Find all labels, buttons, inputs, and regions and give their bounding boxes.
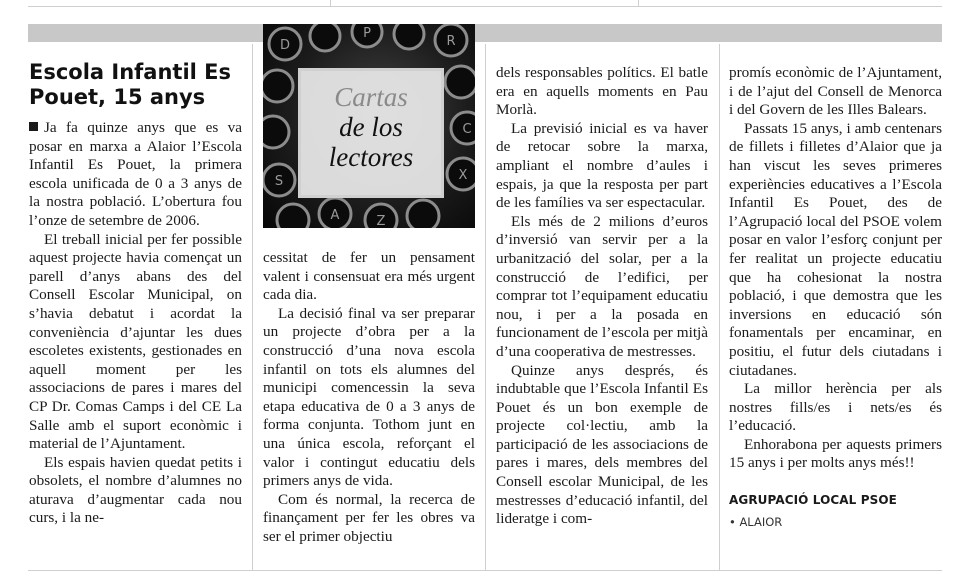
paragraph: Passats 15 anys, i amb centenars de fillets i filletes d’Alaior que ja han viscut les seves primeres experiències educatives a l’Escola Infantil Es Pouet, des de l’Agrupació local del PSOE volem posar en valor l’esforç conjunt per fer realitat un projecte educatiu que ha cohesionat la nostra població, i que demostra que les inversions en educació són fonamentals per encaminar, en positiu, el futur dels ciutadans i ciutadanes.	[729, 119, 942, 379]
text-column-1	[29, 119, 242, 528]
section-badge	[298, 68, 444, 198]
svg-text:A: A	[330, 208, 340, 223]
section-band	[28, 24, 942, 42]
paragraph: El treball inicial per fer possible aquest projecte havia començat un parell d’anys abans des del Consell Escolar Municipal, on s’havia debatut i acordat la conveniència d’ajuntar les dues escoletes existents, gestionades en aquell moment per les associacions de pares i mares del CP Dr. Comas Camps i del CE La Salle amb el suport econòmic i material de l’Ajuntament.	[29, 230, 242, 453]
top-divider	[638, 0, 639, 6]
column-rule	[485, 44, 486, 570]
badge-line-1: Cartas	[334, 82, 408, 112]
paragraph: La millor herència per als nostres fills/es i nets/es és l’educació.	[729, 380, 942, 435]
paragraph: Els més de 2 milions d’euros d’inversió van servir per a la urbanització del solar, per a la construcció de l’edifici, per comprar tot l’equipament educatiu nou, i per a la posada en funcionament de l’escola per mitjà d’una cooperativa de mestresses.	[496, 212, 708, 360]
paragraph: Els espais havien quedat petits i obsolets, el nombre d’alumnes no aturava d’augmentar cada nou curs, i la ne-	[29, 453, 242, 527]
paragraph: La decisió final va ser preparar un projecte d’obra per a la construcció d’una nova escola infantil on tots els alumnes del municipi comencessin la seva etapa educativa de 0 a 3 anys de forma conjunta. Tothom junt en una única escola, reforçant el valor i contingut educatiu dels primers anys de vida.	[263, 304, 475, 490]
author-location: • ALAIOR	[729, 514, 783, 529]
article-headline: Escola Infantil Es Pouet, 15 anys	[29, 60, 232, 109]
svg-text:P: P	[363, 26, 371, 41]
paragraph: Com és normal, la recerca de finançament per fer les obres va ser el primer objectiu	[263, 490, 475, 545]
paragraph: Quinze anys després, és indubtable que l’Escola Infantil Es Pouet és un bon exemple de projecte col·lectiu, amb la participació de les associacions de pares i mares, dels membres del Consell escolar Municipal, de les mestresses d’educació infantil, del lideratge i com-	[496, 361, 708, 528]
text-column-3	[496, 64, 708, 529]
paragraph: Enhorabona per aquests primers 15 anys i per molts anys més!!	[729, 435, 942, 472]
paragraph: cessitat de fer un pensament valent i consensuat era més urgent cada dia.	[263, 249, 475, 304]
section-photo	[263, 24, 475, 228]
text-column-4	[729, 64, 942, 531]
svg-text:D: D	[279, 38, 291, 53]
svg-text:Z: Z	[376, 214, 386, 228]
badge-line-3: lectores	[328, 142, 414, 172]
top-border	[28, 0, 942, 7]
column-rule	[252, 44, 253, 570]
badge-line-2: de los	[339, 112, 403, 142]
author-signature: AGRUPACIÓ LOCAL PSOE	[729, 493, 897, 508]
paragraph: dels responsables polítics. El batle era en aquells moments en Pau Morlà.	[496, 64, 708, 119]
svg-text:S: S	[274, 174, 284, 189]
paragraph: Ja fa quinze anys que es va posar en marxa a Alaior l’Escola Infantil Es Pouet, la primera escola unificada de 0 a 3 anys de la nostra població. L’obertura fou l’onze de setembre de 2006.	[29, 119, 242, 229]
paragraph: La previsió inicial es va haver de retocar sobre la marxa, ampliant el nombre d’aules i espais, ja que la resposta per part de les famílies va ser espectacular.	[496, 119, 708, 212]
bottom-rule	[28, 570, 942, 571]
paragraph: promís econòmic de l’Ajuntament, i de l’ajut del Consell de Menorca i del Govern de les Illes Balears.	[729, 64, 942, 119]
square-bullet-icon	[29, 122, 38, 131]
column-rule	[719, 44, 720, 570]
svg-text:X: X	[458, 168, 468, 183]
top-divider	[330, 0, 331, 6]
svg-text:C: C	[462, 122, 472, 137]
text-column-2	[263, 249, 475, 547]
svg-text:R: R	[446, 34, 456, 49]
